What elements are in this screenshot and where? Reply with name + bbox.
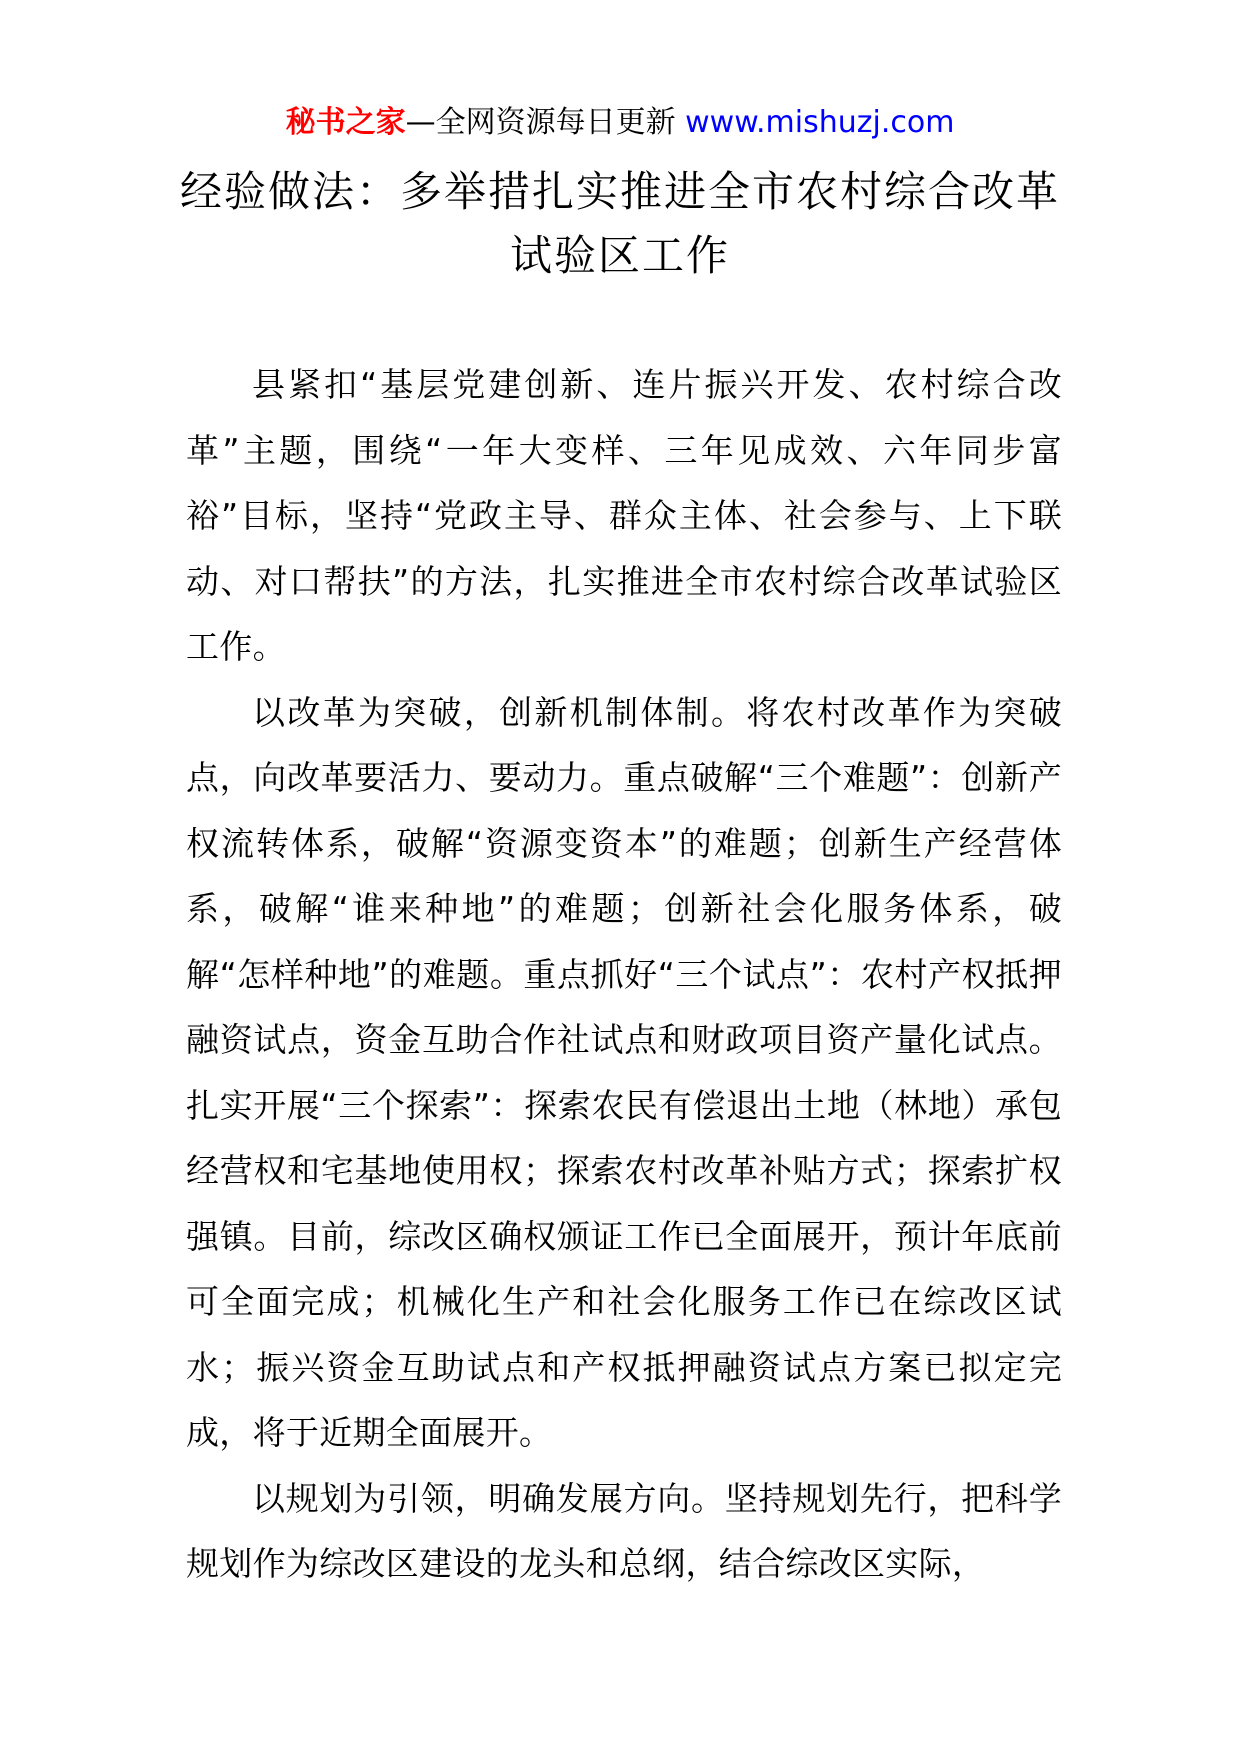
paragraph-3-text: 坚持规划先行，把科学规划作为综改区建设的龙头和总纲，结合综改区实际， <box>186 1478 1063 1583</box>
paragraph-2-text: 将农村改革作为突破点，向改革要活力、要动力。重点破解“三个难题”：创新产权流转体系，破解“资源变资本”的难题；创新生产经营体系，破解“谁来种地”的难题；创新社会化服务体系，破解“怎样种地”的难题。重点抓好“三个试点”：农村产权抵押融资试点，资金互助合作社试点和财政项目资产量化试点。扎实开展“三个探索”：探索农民有偿退出土地（林地）承包经营权和宅基地使用权；探索农村改革补贴方式；探索扩权强镇。目前，综改区确权颁证工作已全面展开，预计年底前可全面完成；机械化生产和社会化服务工作已在综改区试水；振兴资金互助试点和产权抵押融资试点方案已拟定完成，将于近期全面展开。 <box>186 692 1062 1452</box>
paragraph-2 <box>186 680 1062 1466</box>
document-body <box>186 352 1062 1597</box>
site-url-link[interactable]: www.mishuzj.com <box>685 105 955 140</box>
title-line-2: 试验区工作 <box>509 231 730 280</box>
paragraph-3 <box>186 1466 1062 1597</box>
document-title <box>170 160 1070 288</box>
title-line-1: 经验做法：多举措扎实推进全市农村综合改革 <box>179 167 1060 216</box>
paragraph-1-text: 县紧扣“基层党建创新、连片振兴开发、农村综合改革”主题，围绕“一年大变样、三年见成效、六年同步富裕”目标，坚持“党政主导、群众主体、社会参与、上下联动、对口帮扶”的方法，扎实推进全市农村综合改革试验区工作。 <box>186 365 1062 666</box>
header-tagline: —全网资源每日更新 <box>405 105 686 140</box>
brand-name: 秘书之家 <box>285 105 406 140</box>
paragraph-2-lead: 以改革为突破，创新机制体制。 <box>252 692 747 732</box>
paragraph-1 <box>186 352 1062 680</box>
site-header <box>0 100 1240 146</box>
paragraph-3-lead: 以规划为引领，明确发展方向。 <box>252 1478 725 1518</box>
